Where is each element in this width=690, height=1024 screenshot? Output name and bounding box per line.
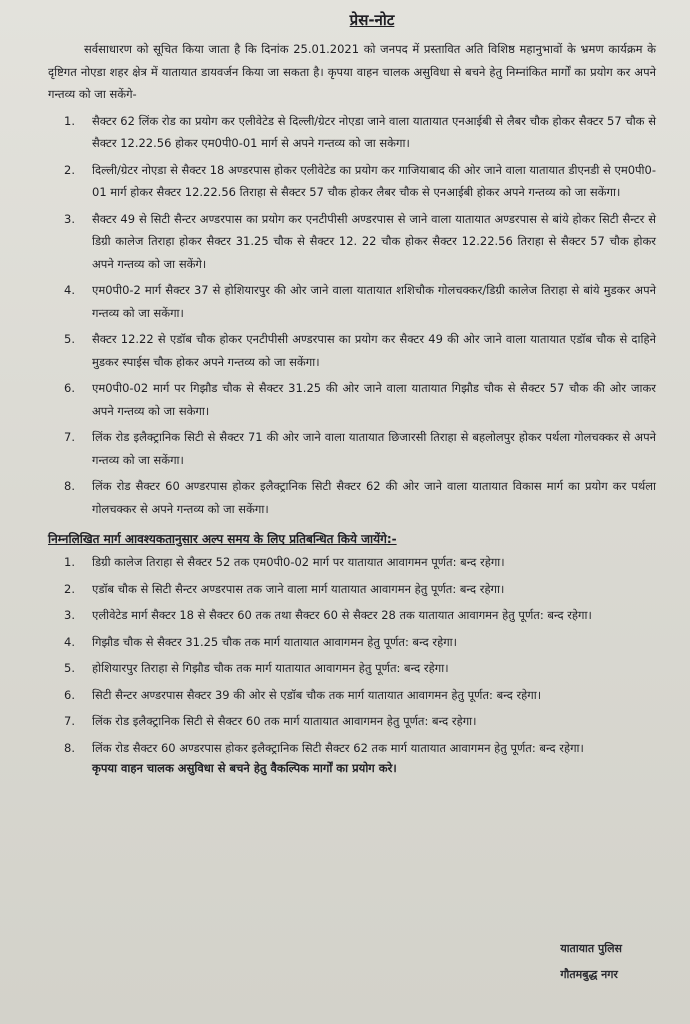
diversion-list <box>48 110 656 521</box>
item-text: लिंक रोड इलैक्ट्रानिक सिटी से सैक्टर 60 तक मार्ग यातायात आवागमन हेतु पूर्णत: बन्द रहेगा। <box>92 714 477 728</box>
item-number: 4. <box>64 634 75 649</box>
item-text: लिंक रोड सैक्टर 60 अण्डरपास होकर इलैक्ट्रानिक सिटी सैक्टर 62 की ओर जाने वाला यातायात विकास मार्ग का प्रयोग कर पर्थला गोलचक्कर से अपने गन्तव्य को जा सकेंगा। <box>92 479 656 516</box>
signature-block <box>560 936 622 988</box>
list-item <box>48 328 656 373</box>
item-text: एलीवेटेड मार्ग सैक्टर 18 से सैक्टर 60 तक तथा सैक्टर 60 से सैक्टर 28 तक यातायात आवागमन हेतु पूर्णत: बन्द रहेगा। <box>92 608 592 622</box>
list-item <box>48 604 656 627</box>
list-item <box>48 551 656 574</box>
item-text: सैक्टर 62 लिंक रोड का प्रयोग कर एलीवेटेड से दिल्ली/ग्रेटर नोएडा जाने वाला यातायात एनआईबी से लैबर चौक होकर सैक्टर 57 चौक से सैक्टर 12.22.56 होकर एम0पी0-01 मार्ग से अपने गन्तव्य को जा सकेगा। <box>92 113 656 150</box>
intro-paragraph: सर्वसाधारण को सूचित किया जाता है कि दिनांक 25.01.2021 को जनपद में प्रस्तावित अति विशिष्ठ महानुभावों के भ्रमण कार्यक्रम के दृष्टिगत नोएडा शहर क्षेत्र में यातायात डायवर्जन किया जा सकता है। कृपया वाहन चालक असुविधा से बचने हेतु निम्नांकित मार्गों का प्रयोग कर अपने गन्तव्य को जा सकेंगे- <box>48 42 656 101</box>
list-item <box>48 377 656 422</box>
item-text: दिल्ली/ग्रेटर नोएडा से सैक्टर 18 अण्डरपास होकर एलीवेटेड का प्रयोग कर गाजियाबाद की ओर जाने वाला यातायात डीएनडी से एम0पी0-01 मार्ग होकर सैक्टर 12.22.56 तिराहा से सैक्टर 57 चौक होकर लैबर चौक से एनआईबी होकर अपने गन्तव्य को जा सकेंगा। <box>92 162 656 199</box>
item-number: 5. <box>64 332 75 346</box>
list-item <box>48 657 656 680</box>
closing-note: कृपया वाहन चालक असुविधा से बचने हेतु वैकल्पिक मार्गों का प्रयोग करे। <box>92 761 397 775</box>
signature-line-1: यातायात पुलिस <box>560 942 622 955</box>
list-item <box>48 208 656 276</box>
list-item <box>48 737 656 760</box>
item-text: एम0पी0-02 मार्ग पर गिझौड चौक से सैक्टर 31.25 की ओर जाने वाला यातायात गिझौड चौक से सैक्टर 57 चौक की ओर जाकर अपने गन्तव्य को जा सकेगा। <box>92 381 656 418</box>
item-number: 6. <box>64 687 75 702</box>
list-item <box>48 710 656 733</box>
item-text: एडॉब चौक से सिटी सैन्टर अण्डरपास तक जाने वाला मार्ग यातायात आवागमन हेतु पूर्णत: बन्द रहेगा। <box>92 581 505 596</box>
item-number: 1. <box>64 113 75 128</box>
restriction-list <box>48 551 656 759</box>
list-item <box>48 631 656 654</box>
item-number: 5. <box>64 661 75 675</box>
list-item <box>48 159 656 204</box>
item-number: 2. <box>64 162 75 177</box>
signature-line-2: गौतमबुद्ध नगर <box>560 968 618 981</box>
list-item <box>48 578 656 601</box>
item-number: 8. <box>64 479 75 493</box>
restrictions-heading: निम्नलिखित मार्ग आवश्यकतानुसार अल्प समय के लिए प्रतिबन्धित किये जायेंगे:- <box>48 532 397 546</box>
item-number: 2. <box>64 581 75 596</box>
page-title: प्रेस-नोट <box>349 11 395 29</box>
list-item <box>48 684 656 707</box>
item-number: 7. <box>64 430 75 444</box>
item-text: एम0पी0-2 मार्ग सैक्टर 37 से होशियारपुर की ओर जाने वाला यातायात शशिचौक गोलचक्कर/डिग्री कालेज तिराहा से बांये मुडकर अपने गन्तव्य को जा सकेंगा। <box>92 283 656 320</box>
list-item <box>48 475 656 520</box>
item-text: गिझौड चौक से सैक्टर 31.25 चौक तक मार्ग यातायात आवागमन हेतु पूर्णत: बन्द रहेगा। <box>92 634 458 649</box>
item-text: सिटी सैन्टर अण्डरपास सैक्टर 39 की ओर से एडॉब चौक तक मार्ग यातायात आवागमन हेतु पूर्णत: बन्द रहेगा। <box>92 687 542 702</box>
item-text: सैक्टर 49 से सिटी सैन्टर अण्डरपास का प्रयोग कर एनटीपीसी अण्डरपास से जाने वाला यातायात अण्डरपास से बांये होकर सिटी सैन्टर से डिग्री कालेज तिराहा होकर सैक्टर 31.25 चौक से सैक्टर 12. 22 चौक होकर सैक्टर 12.22.56 तिराहा से सैक्टर 57 चौक होकर अपने गन्तव्य को जा सकेंगे। <box>92 211 656 271</box>
item-number: 3. <box>64 608 75 622</box>
item-number: 4. <box>64 283 75 297</box>
item-number: 7. <box>64 714 75 728</box>
item-number: 8. <box>64 740 75 755</box>
item-text: लिंक रोड इलैक्ट्रानिक सिटी से सैक्टर 71 की ओर जाने वाला यातायात छिजारसी तिराहा से बहलोलपुर होकर पर्थला गोलचक्कर से अपने गन्तव्य को जा सकेंगा। <box>92 430 656 467</box>
item-text: लिंक रोड सैक्टर 60 अण्डरपास होकर इलैक्ट्रानिक सिटी सैक्टर 62 तक मार्ग यातायात आवागमन हेतु पूर्णत: बन्द रहेगा। <box>92 740 584 755</box>
item-text: डिग्री कालेज तिराहा से सैक्टर 52 तक एम0पी0-02 मार्ग पर यातायात आवागमन पूर्णत: बन्द रहेगा। <box>92 555 505 569</box>
item-number: 1. <box>64 555 75 569</box>
list-item <box>48 279 656 324</box>
item-text: सैक्टर 12.22 से एडॉब चौक होकर एनटीपीसी अण्डरपास का प्रयोग कर सैक्टर 49 की ओर जाने वाला यातायात एडॉब चौक से दाहिने मुडकर स्पाईस चौक होकर अपने गन्तव्य को जा सकेंगा। <box>92 332 656 369</box>
item-number: 6. <box>64 381 75 395</box>
item-number: 3. <box>64 211 75 226</box>
list-item <box>48 110 656 155</box>
item-text: होशियारपुर तिराहा से गिझौड चौक तक मार्ग यातायात आवागमन हेतु पूर्णत: बन्द रहेगा। <box>92 661 449 675</box>
list-item <box>48 426 656 471</box>
